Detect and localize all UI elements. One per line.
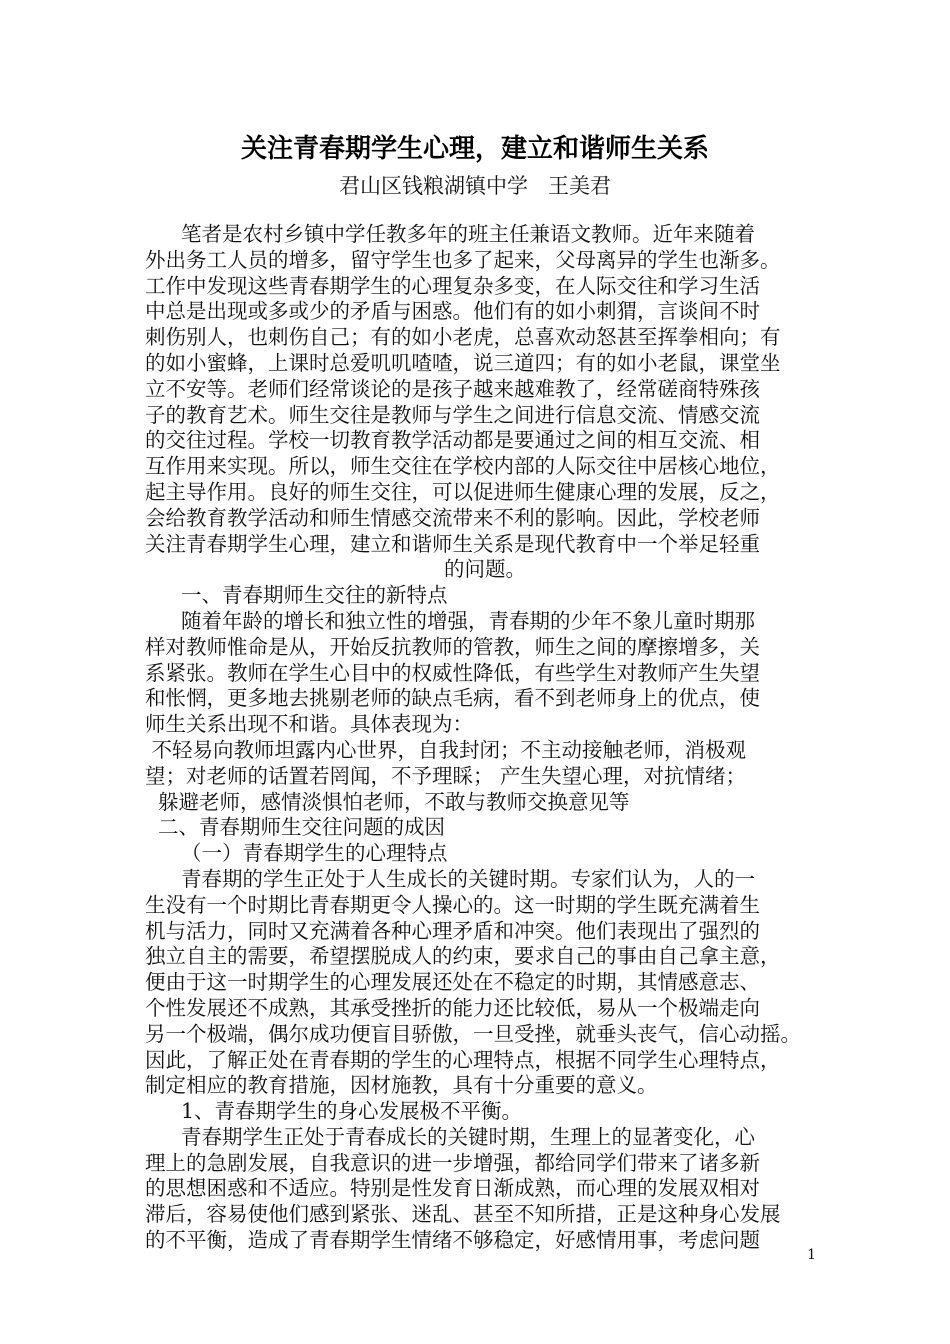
text-line: 的思想困惑和不适应。特别是性发育日渐成熟，而心理的发展双相对 [145, 1176, 760, 1201]
text-line: 1、青春期学生的身心发展极不平衡。 [181, 1099, 523, 1124]
text-line: 理上的急剧发展，自我意识的进一步增强，都给同学们带来了诸多新 [145, 1150, 760, 1175]
text-line: 工作中发现这些青春期学生的心理复杂多变，在人际交往和学习生活 [145, 273, 760, 298]
text-line: 的不平衡，造成了青春期学生情绪不够稳定，好感情用事，考虑问题 [145, 1228, 760, 1253]
text-line: 和怅惘，更多地去挑剔老师的缺点毛病，看不到老师身上的优点，使 [145, 686, 760, 711]
text-line: 个性发展还不成熟，其承受挫折的能力还比较低，易从一个极端走向 [145, 995, 760, 1020]
page-number: 1 [807, 1247, 816, 1263]
text-line: 笔者是农村乡镇中学任教多年的班主任兼语文教师。近年来随着 [181, 222, 755, 246]
text-line: 系紧张。教师在学生心目中的权威性降低，有些学生对教师产生失望 [145, 660, 760, 685]
text-line: 会给教育教学活动和师生情感交流带来不利的影响。因此，学校老师 [145, 505, 760, 530]
text-line: 机与活力，同时又充满着各种心理矛盾和冲突。他们表现出了强烈的 [145, 918, 760, 943]
text-line: 独立自主的需要，希望摆脱成人的约束，要求自己的事由自己拿主意， [145, 944, 781, 969]
text-line: 二、青春期师生交往问题的成因 [145, 815, 446, 840]
text-line: 师生关系出现不和谐。具体表现为： [145, 712, 473, 737]
text-line: 外出务工人员的增多，留守学生也多了起来，父母离异的学生也渐多。 [145, 247, 781, 272]
text-line: 互作用来实现。所以，师生交往在学校内部的人际交往中居核心地位， [145, 454, 781, 479]
text-line: 样对教师惟命是从，开始反抗教师的管教，师生之间的摩擦增多，关 [145, 634, 760, 659]
text-line: 生没有一个时期比青春期更令人操心的。这一时期的学生既充满着生 [145, 892, 760, 917]
author-byline: 君山区钱粮湖镇中学 王美君 [338, 174, 612, 198]
text-line: 另一个极端，偶尔成功便盲目骄傲，一旦受挫，就垂头丧气，信心动摇。 [145, 1021, 801, 1046]
text-line: 立不安等。老师们经常谈论的是孩子越来越难教了，经常磋商特殊孩 [145, 376, 760, 401]
text-line: 因此，了解正处在青春期的学生的心理特点，根据不同学生心理特点， [145, 1047, 781, 1072]
text-line: 刺伤别人，也刺伤自己；有的如小老虎，总喜欢动怒甚至挥拳相向；有 [145, 325, 781, 350]
text-line: 的问题。 [444, 557, 526, 582]
text-line: 青春期学生正处于青春成长的关键时期，生理上的显著变化，心 [181, 1124, 755, 1149]
text-line: 便由于这一时期学生的心理发展还处在不稳定的时期，其情感意志、 [145, 970, 760, 995]
text-line: 的如小蜜蜂，上课时总爱叽叽喳喳，说三道四；有的如小老鼠，课堂坐 [145, 350, 781, 375]
text-line: 随着年龄的增长和独立性的增强，青春期的少年不象儿童时期那 [181, 608, 755, 633]
document-body [145, 222, 825, 1254]
text-line: 不轻易向教师坦露内心世界，自我封闭；不主动接触老师，消极观 [145, 737, 747, 762]
text-line: 的交往过程。学校一切教育教学活动都是要通过之间的相互交流、相 [145, 428, 760, 453]
text-line: 制定相应的教育措施，因材施教，具有十分重要的意义。 [145, 1073, 658, 1098]
text-line: 一、青春期师生交往的新特点 [181, 583, 448, 608]
text-line: 关注青春期学生心理，建立和谐师生关系是现代教育中一个举足轻重 [145, 531, 760, 556]
text-line: 躲避老师，感情淡惧怕老师，不敢与教师交换意见等 [145, 789, 630, 814]
text-line: （一）青春期学生的心理特点 [181, 841, 448, 866]
text-line: 起主导作用。良好的师生交往，可以促进师生健康心理的发展，反之， [145, 479, 781, 504]
text-line: 子的教育艺术。师生交往是教师与学生之间进行信息交流、情感交流 [145, 402, 760, 427]
text-line: 滞后，容易使他们感到紧张、迷乱、甚至不知所措，正是这种身心发展 [145, 1202, 781, 1227]
text-line: 望；对老师的话置若罔闻，不予理睬； 产生失望心理，对抗情绪； [145, 763, 747, 788]
text-line: 中总是出现或多或少的矛盾与困惑。他们有的如小刺猬，言谈间不时 [145, 299, 760, 324]
document-title: 关注青春期学生心理，建立和谐师生关系 [240, 134, 709, 164]
text-line: 青春期的学生正处于人生成长的关键时期。专家们认为，人的一 [181, 866, 755, 891]
